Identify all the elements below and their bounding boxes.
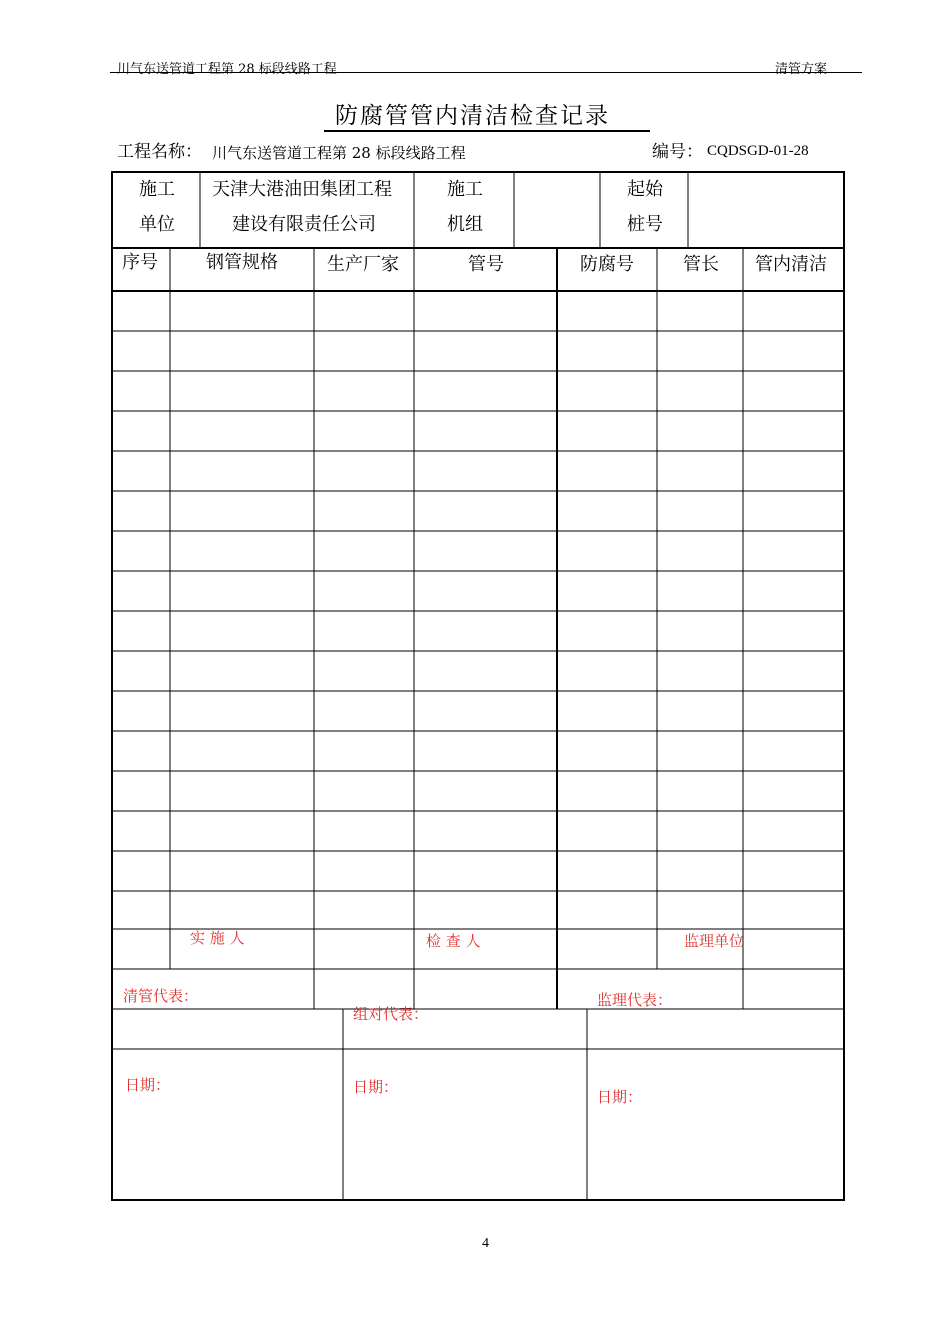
page-title: 防腐管管内清洁检查记录	[335, 103, 610, 129]
project-name-value: 川气东送管道工程第 28 标段线路工程	[212, 144, 466, 162]
header-right: 清管方案	[775, 62, 828, 77]
crew-label-line1: 施工	[447, 179, 483, 200]
column-header-serial: 序号	[122, 252, 158, 273]
code-label: 编号：	[652, 142, 703, 162]
column-header-pipe-no: 管号	[468, 254, 504, 275]
page-number: 4	[482, 1236, 489, 1251]
unit-value-line1: 天津大港油田集团工程	[212, 179, 392, 200]
start-label-line2: 桩号	[627, 214, 663, 235]
supervisor-rep-label: 监理代表：	[597, 991, 673, 1009]
inspector-label: 检 查 人	[426, 932, 481, 950]
table-outer-border	[112, 172, 844, 1200]
date-label-3: 日期：	[597, 1088, 643, 1106]
unit-label-line2: 单位	[139, 214, 175, 235]
supervisor-unit-label: 监理单位	[684, 932, 745, 950]
cleaning-rep-label: 清管代表：	[123, 987, 199, 1005]
column-header-inner-clean: 管内清洁	[755, 254, 827, 275]
project-name-label: 工程名称：	[117, 142, 202, 162]
date-label-2: 日期：	[353, 1078, 399, 1096]
implementer-label: 实 施 人	[190, 929, 245, 947]
crew-label-line2: 机组	[447, 214, 483, 235]
column-header-coating-no: 防腐号	[580, 254, 634, 275]
start-label-line1: 起始	[627, 179, 663, 200]
header-left: 川气东送管道工程第 28 标段线路工程	[117, 62, 337, 77]
column-header-pipe-length: 管长	[683, 254, 719, 275]
unit-value-line2: 建设有限责任公司	[232, 214, 376, 235]
column-header-manufacturer: 生产厂家	[327, 254, 399, 275]
column-header-pipe-spec: 钢管规格	[206, 252, 278, 273]
code-value: CQDSGD-01-28	[707, 143, 809, 159]
unit-label-line1: 施工	[139, 179, 175, 200]
date-label-1: 日期：	[125, 1076, 171, 1094]
assembly-rep-label: 组对代表：	[353, 1005, 429, 1023]
